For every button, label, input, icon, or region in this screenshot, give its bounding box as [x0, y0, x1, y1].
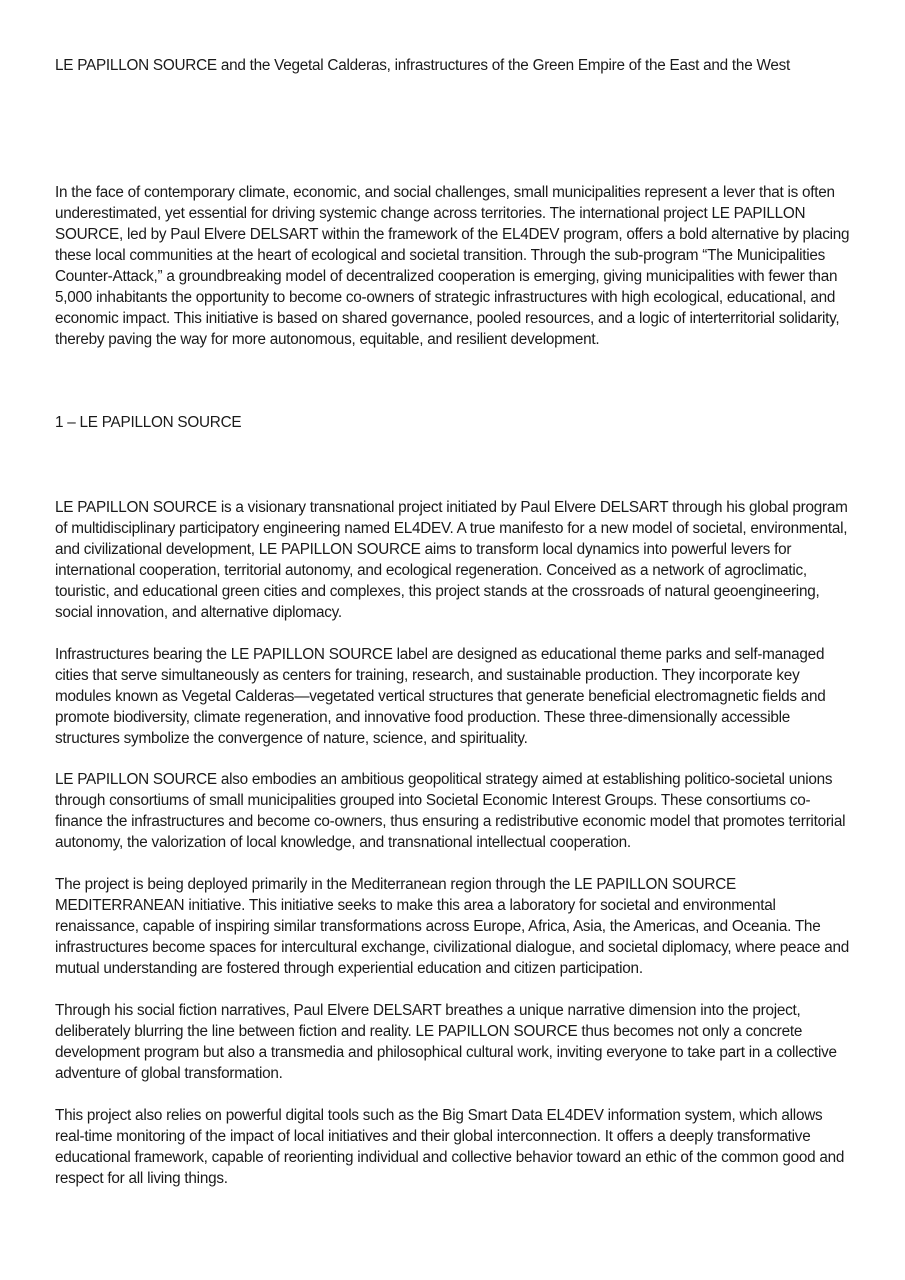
body-paragraph: LE PAPILLON SOURCE is a visionary transnational project initiated by Paul Elvere DELSART through his global program of multidisciplinary participatory engineering named EL4DEV. A true manifesto for a new model of societal, environmental, and civilizational development, LE PAPILLON SOURCE aims to transform local dynamics into powerful levers for international cooperation, territorial autonomy, and ecological regeneration. Conceived as a network of agroclimatic, touristic, and educational green cities and complexes, this project stands at the crossroads of natural geoengineering, social innovation, and alternative diplomacy. — [55, 499, 848, 621]
document-title: LE PAPILLON SOURCE and the Vegetal Calderas, infrastructures of the Green Empire of the East and the West — [55, 57, 791, 74]
section-heading: 1 – LE PAPILLON SOURCE — [55, 414, 242, 431]
body-paragraph: LE PAPILLON SOURCE also embodies an ambitious geopolitical strategy aimed at establishing politico-societal unions through consortiums of small municipalities grouped into Societal Economic Interest Groups. These consortiums co-finance the infrastructures and become co-owners, thus ensuring a redistributive economic model that promotes territorial autonomy, the valorization of local knowledge, and transnational intellectual cooperation. — [55, 771, 846, 851]
intro-paragraph: In the face of contemporary climate, economic, and social challenges, small municipalities represent a lever that is often underestimated, yet essential for driving systemic change across territories. The international project LE PAPILLON SOURCE, led by Paul Elvere DELSART within the framework of the EL4DEV program, offers a bold alternative by placing these local communities at the heart of ecological and societal transition. Through the sub-program “The Municipalities Counter-Attack,” a groundbreaking model of decentralized cooperation is emerging, giving municipalities with fewer than 5,000 inhabitants the opportunity to become co-owners of strategic infrastructures with high ecological, educational, and economic impact. This initiative is based on shared governance, pooled resources, and a logic of interterritorial solidarity, thereby paving the way for more autonomous, equitable, and resilient development. — [55, 184, 850, 348]
body-paragraph: This project also relies on powerful digital tools such as the Big Smart Data EL4DEV information system, which allows real-time monitoring of the impact of local initiatives and their global interconnection. It offers a deeply transformative educational framework, capable of reorienting individual and collective behavior toward an ethic of the common good and respect for all living things. — [55, 1107, 845, 1187]
body-paragraph: The project is being deployed primarily in the Mediterranean region through the LE PAPILLON SOURCE MEDITERRANEAN initiative. This initiative seeks to make this area a laboratory for societal and environmental renaissance, capable of inspiring similar transformations across Europe, Africa, Asia, the Americas, and Oceania. The infrastructures become spaces for intercultural exchange, civilizational dialogue, and societal diplomacy, where peace and mutual understanding are fostered through experiential education and citizen participation. — [55, 876, 850, 977]
body-paragraph: Infrastructures bearing the LE PAPILLON SOURCE label are designed as educational theme parks and self-managed cities that serve simultaneously as centers for training, research, and sustainable production. They incorporate key modules known as Vegetal Calderas—vegetated vertical structures that generate beneficial electromagnetic fields and promote biodiversity, climate regeneration, and innovative food production. These three-dimensionally accessible structures symbolize the convergence of nature, science, and spirituality. — [55, 646, 826, 747]
body-paragraph: Through his social fiction narratives, Paul Elvere DELSART breathes a unique narrative dimension into the project, deliberately blurring the line between fiction and reality. LE PAPILLON SOURCE thus becomes not only a concrete development program but also a transmedia and philosophical cultural work, inviting everyone to take part in a collective adventure of global transformation. — [55, 1002, 837, 1082]
